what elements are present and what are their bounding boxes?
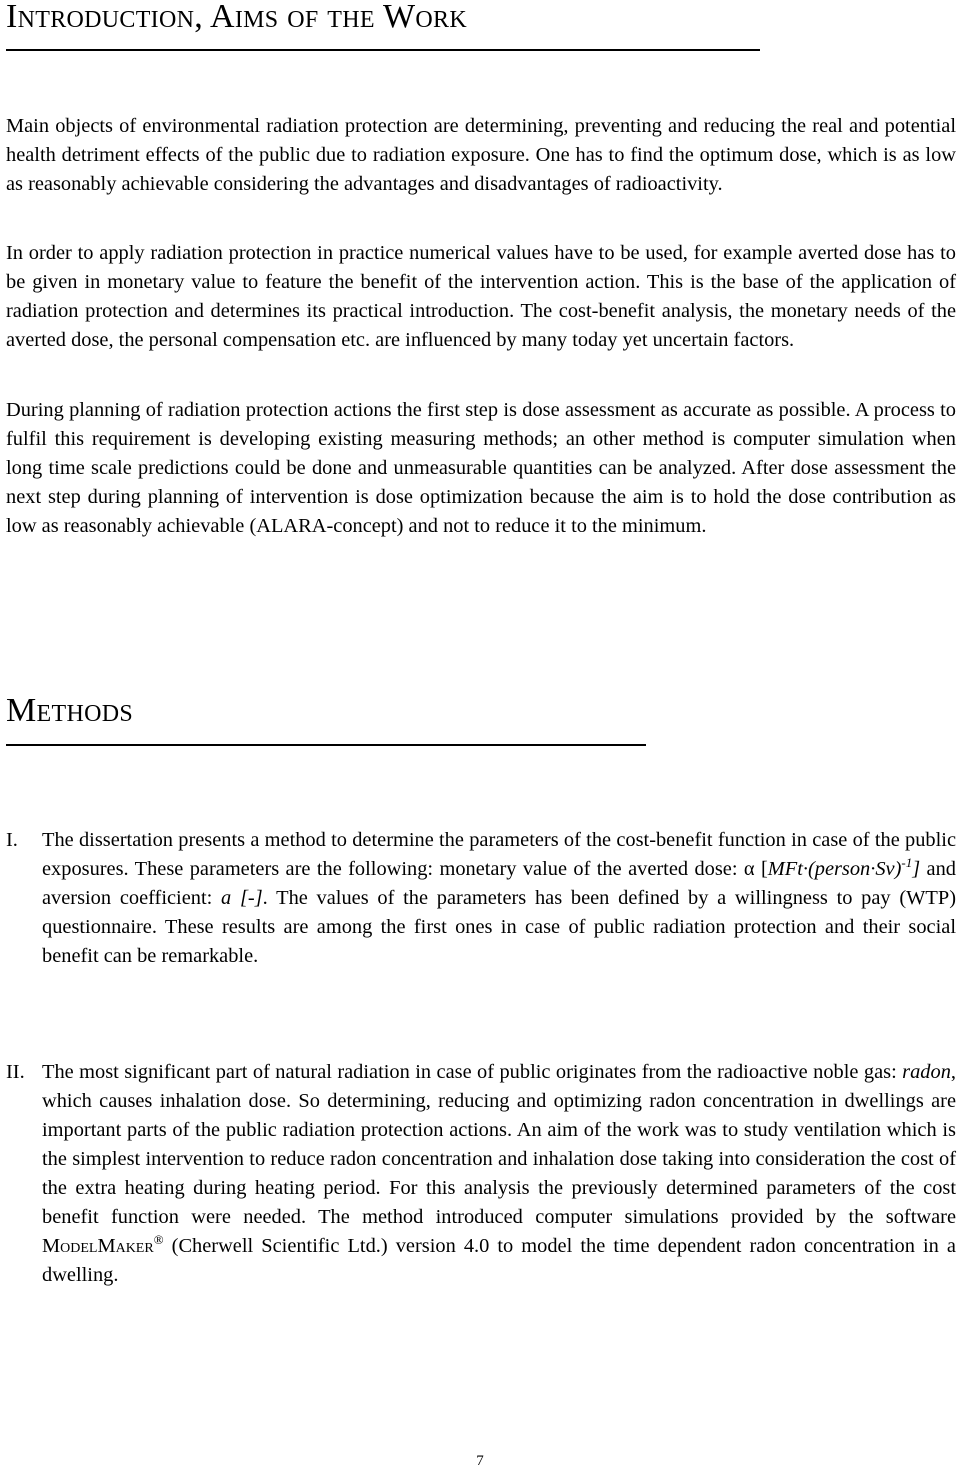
text-run: , which causes inhalation dose. So determining, reducing and optimizing radon concentration in dwellings are important parts of the public radiation protection actions. An aim of the work was to study ventilation which is the simplest intervention to reduce radon concentration and inhalation dose taking into consideration the cost of the extra heating during heating period. For this analysis the previously determined parameters of the cost benefit function were needed. The method introduced computer simulations provided by the software [42, 1061, 956, 1228]
section-title-methods: Methods [6, 692, 133, 729]
page-number: 7 [476, 1453, 484, 1469]
software-name: ModelMaker [42, 1235, 154, 1257]
registered-mark: ® [153, 1232, 164, 1247]
text-run: (Cherwell Scientific Ltd.) version 4.0 to model the time dependent radon concentration in a dwelling. [42, 1235, 956, 1286]
radon-term: radon [902, 1061, 951, 1083]
item-number: I. [6, 829, 18, 851]
text-run: . The values of the parameters has been defined by a willingness to pay (WTP) questionnaire. These results are among the first ones in case of public radiation protection and their social benefit can be remarkable. [42, 887, 956, 967]
item-text [42, 826, 956, 971]
text-run: and aversion coefficient: [42, 858, 956, 909]
intro-paragraph-3: During planning of radiation protection actions the first step is dose assessment as accurate as possible. A process to fulfil this requirement is developing existing measuring methods; an other method is computer simulation when long time scale predictions could be done and unmeasurable quantities can be analyzed. After dose assessment the next step during planning of intervention is dose optimization because the aim is to hold the dose contribution as low as reasonably achievable (ALARA-concept) and not to reduce it to the minimum. [6, 399, 956, 537]
title-underline [6, 49, 760, 51]
text-run: The dissertation presents a method to determine the parameters of the cost-benefit function in case of the public exposures. These parameters are the following: monetary value of the averted dose: α [ [42, 829, 956, 880]
intro-paragraph-2: In order to apply radiation protection in practice numerical values have to be used, for example averted dose has to be given in monetary value to feature the benefit of the intervention action. This is the base of the application of radiation protection and determines its practical introduction. The cost-benefit analysis, the monetary needs of the averted dose, the personal compensation etc. are influenced by many today yet uncertain factors. [6, 242, 956, 351]
section-title-introduction: Introduction, Aims of the Work [6, 0, 467, 35]
unit-exponent: -1 [901, 855, 913, 870]
title-underline [6, 744, 646, 746]
methods-item-1 [6, 826, 956, 971]
unit-formula: MFt·(person·Sv) [767, 858, 902, 880]
intro-paragraph-1: Main objects of environmental radiation protection are determining, preventing and reducing the real and potential health detriment effects of the public due to radiation exposure. One has to find the optimum dose, which is as low as reasonably achievable considering the advantages and disadvantages of radioactivity. [6, 115, 956, 195]
unit-bracket: ] [912, 858, 921, 880]
text-run: The most significant part of natural radiation in case of public originates from the radioactive noble gas: [42, 1061, 903, 1083]
aversion-coefficient: a [-] [221, 887, 263, 909]
methods-item-2 [6, 1058, 956, 1290]
item-number: II. [6, 1061, 25, 1083]
item-text [42, 1058, 956, 1290]
